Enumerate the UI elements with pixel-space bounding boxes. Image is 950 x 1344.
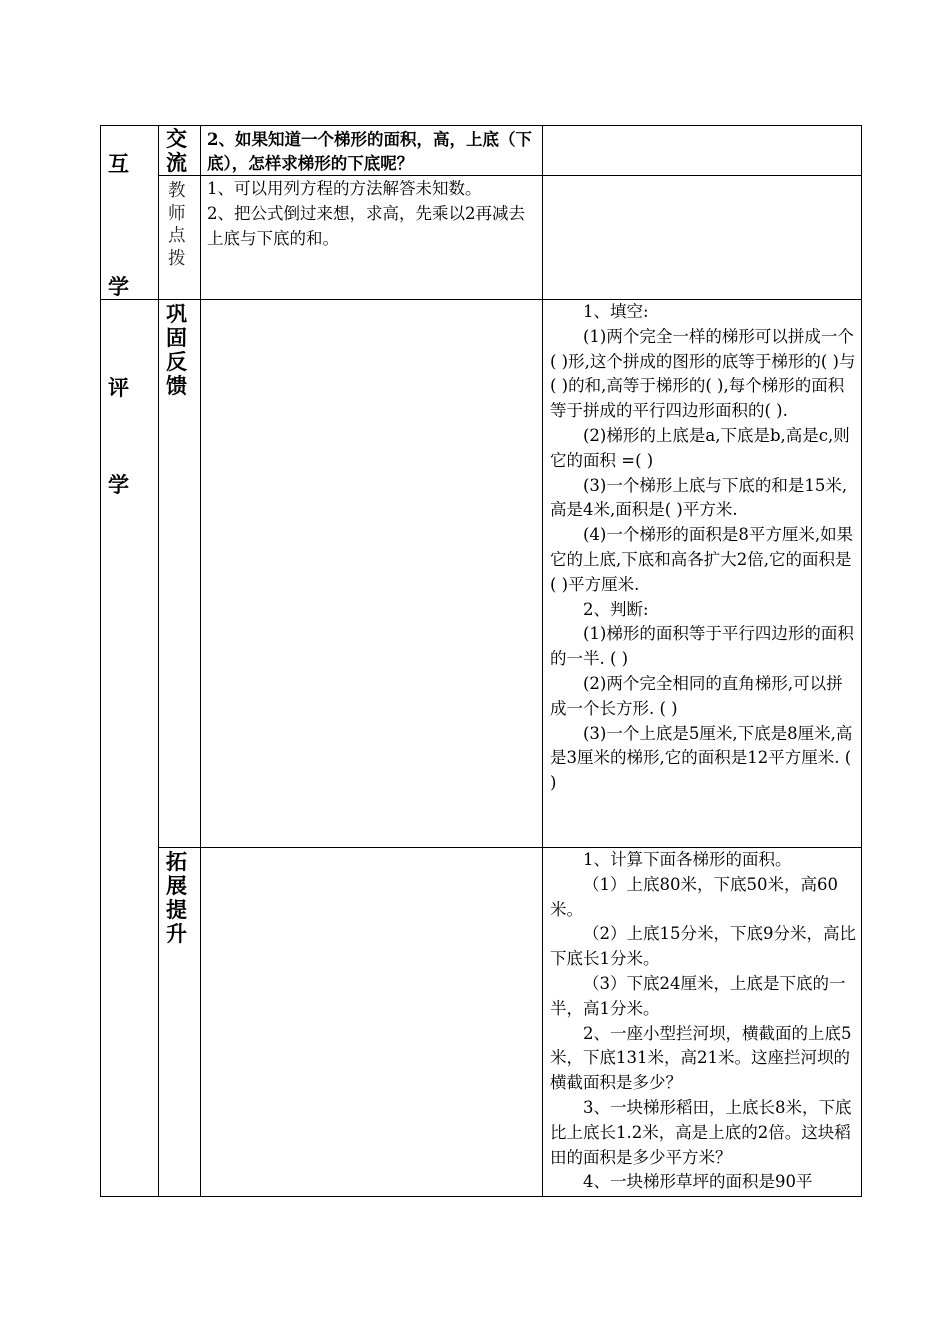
label-char: 拓: [166, 849, 187, 874]
exercise-paragraph: (2)两个完全相同的直角梯形,可以拼成一个长方形. ( ): [550, 673, 843, 718]
exercise-paragraph: 2、判断:: [583, 599, 649, 619]
label-char: 教: [168, 181, 186, 201]
consolidation-exercises: [550, 300, 856, 796]
label-char: 拨: [168, 248, 186, 269]
label-char: 巩: [166, 301, 187, 326]
exercise-paragraph: 1、计算下面各梯形的面积。: [583, 850, 792, 869]
label-char: 流: [166, 150, 187, 175]
label-char: 点: [168, 226, 186, 246]
guidance-line: 2、把公式倒过来想，求高，先乘以2再减去上底与下底的和。: [207, 203, 525, 248]
phase-hu-char: 互: [108, 151, 129, 176]
exercise-paragraph: (2)梯形的上底是a,下底是b,高是c,则它的面积 =( ): [550, 425, 850, 470]
label-char: 反: [166, 349, 187, 374]
guidance-line: 1、可以用列方程的方法解答未知数。: [207, 179, 482, 198]
exercise-paragraph: 1、填空:: [583, 302, 649, 321]
phase-xue2-char: 学: [108, 472, 129, 497]
exercise-paragraph: 2、一座小型拦河坝，横截面的上底5米，下底131米，高21米。这座拦河坝的横截面积是多少？: [550, 1023, 852, 1093]
section-label-dianbo: [168, 180, 186, 270]
exercise-paragraph: (1)两个完全一样的梯形可以拼成一个( )形,这个拼成的图形的底等于梯形的( )与( )的和,高等于梯形的( ),每个梯形的面积等于拼成的平行四边形面积的( ).: [550, 326, 856, 421]
label-char: 固: [166, 325, 187, 350]
exercise-paragraph: 4、一块梯形草坪的面积是90平: [583, 1172, 813, 1192]
phase-ping-char: 评: [108, 375, 129, 400]
section-label-gonggu: [166, 302, 187, 398]
exercise-paragraph: (3)一个梯形上底与下底的和是15米,高是4米,面积是( )平方米.: [550, 475, 848, 520]
exercise-paragraph: （2）上底15分米，下底9分米，高比下底长1分米。: [550, 924, 856, 969]
exercise-paragraph: (4)一个梯形的面积是8平方厘米,如果它的上底,下底和高各扩大2倍,它的面积是( )平方厘米.: [550, 525, 854, 594]
label-char: 升: [166, 921, 187, 946]
phase-xue-char: 学: [108, 274, 129, 299]
label-char: 提: [166, 897, 187, 922]
teacher-guidance: [207, 177, 537, 251]
exercise-paragraph: 3、一块梯形稻田，上底长8米，下底比上底长1.2米，高是上底的2倍。这块稻田的面积是多少平方米？: [550, 1097, 852, 1167]
exercise-paragraph: (3)一个上底是5厘米,下底是8厘米,高是3厘米的梯形,它的面积是12平方厘米. ( ): [550, 723, 853, 793]
extension-exercises: [550, 848, 856, 1194]
exercise-paragraph: （1）上底80米，下底50米，高60米。: [550, 874, 838, 919]
section-label-tuozhan: [166, 850, 187, 946]
label-char: 展: [166, 873, 187, 898]
label-char: 馈: [166, 373, 187, 398]
exercise-paragraph: (1)梯形的面积等于平行四边形的面积的一半. ( ): [550, 624, 854, 669]
exchange-question: 2、如果知道一个梯形的面积，高，上底（下底），怎样求梯形的下底呢？: [207, 130, 532, 173]
label-char: 交: [166, 126, 187, 151]
exercise-paragraph: （3）下底24厘米，上底是下底的一半，高1分米。: [550, 973, 846, 1018]
section-label-jiaoliu: [166, 127, 187, 175]
label-char: 师: [168, 203, 186, 224]
